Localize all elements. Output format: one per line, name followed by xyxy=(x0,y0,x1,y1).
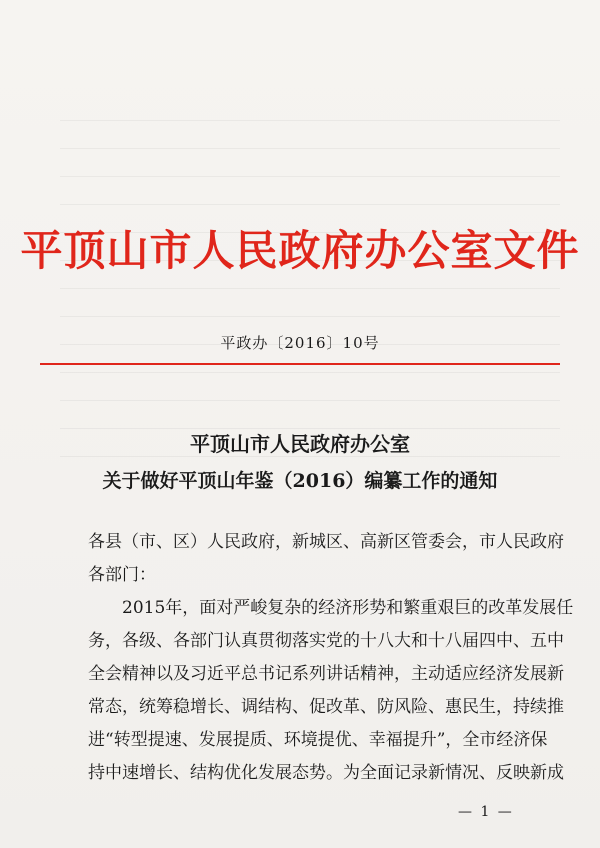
body-line: 2015年，面对严峻复杂的经济形势和繁重艰巨的改革发展任 xyxy=(122,598,574,618)
page-number: — 1 — xyxy=(458,804,514,820)
addressee-line: 各县（市、区）人民政府，新城区、高新区管委会，市人民政府 xyxy=(88,532,564,552)
document-number: 平政办〔2016〕10号 xyxy=(220,334,380,352)
body-line: 持中速增长、结构优化发展态势。为全面记录新情况、反映新成 xyxy=(88,763,564,783)
body-line: 进“转型提速、发展提质、环境提优、幸福提升”，全市经济保 xyxy=(88,730,548,750)
document-header-title: 平顶山市人民政府办公室文件 xyxy=(20,226,580,275)
body-line: 全会精神以及习近平总书记系列讲话精神，主动适应经济发展新 xyxy=(88,664,564,684)
body-line: 常态，统筹稳增长、调结构、促改革、防风险、惠民生，持续推 xyxy=(88,697,564,717)
show-through-texture xyxy=(60,120,560,480)
red-divider-line xyxy=(40,363,560,365)
notice-issuer: 平顶山市人民政府办公室 xyxy=(190,432,410,456)
body-line: 务，各级、各部门认真贯彻落实党的十八大和十八届四中、五中 xyxy=(88,631,564,651)
addressee xyxy=(88,526,564,592)
notice-subject: 关于做好平顶山年鉴（2016）编纂工作的通知 xyxy=(102,470,498,492)
body-paragraph xyxy=(88,592,574,790)
addressee-line: 各部门： xyxy=(88,565,156,585)
